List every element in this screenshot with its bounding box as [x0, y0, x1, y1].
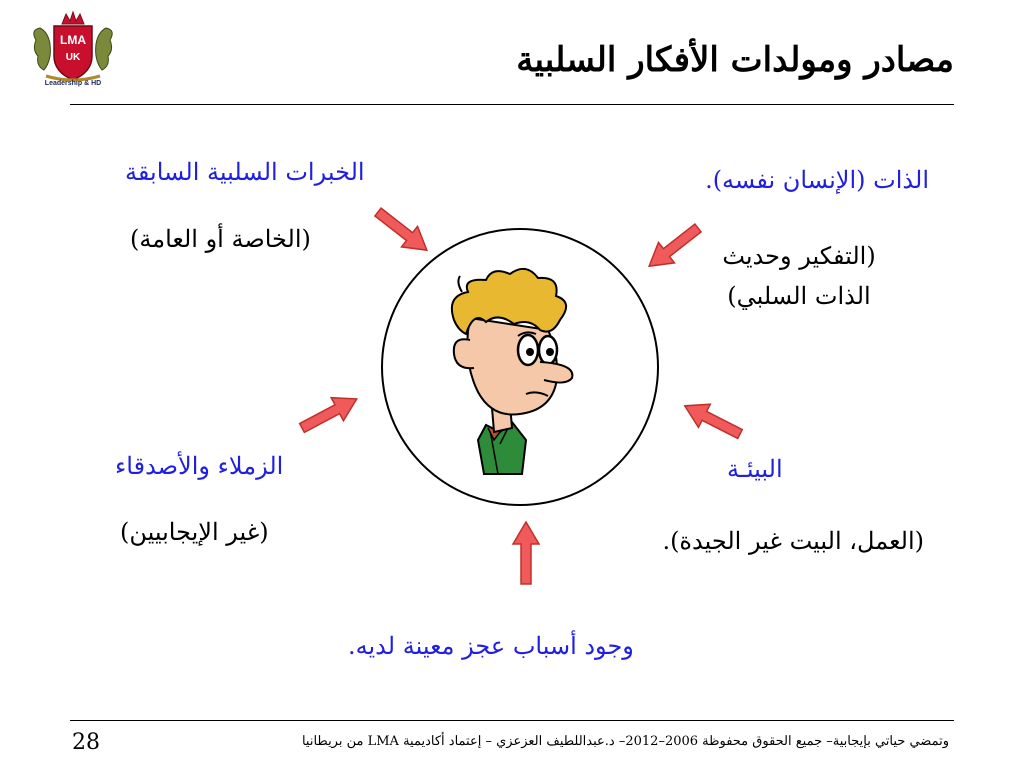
- arrow-from-environment: [679, 394, 746, 445]
- arrow-from-past: [370, 202, 435, 261]
- arrow-from-self: [641, 218, 706, 277]
- arrow-from-disability: [513, 522, 539, 584]
- source-environment-desc: (العمل، البيت غير الجيدة).: [662, 527, 924, 555]
- source-past-desc: (الخاصة أو العامة): [130, 225, 311, 253]
- arrow-from-colleagues: [296, 387, 363, 439]
- logo-text-bottom: UK: [65, 52, 81, 63]
- source-self-title: الذات (الإنسان نفسه).: [705, 166, 929, 194]
- source-disability-title: وجود أسباب عجز معينة لديه.: [348, 632, 634, 660]
- logo-text-top: LMA: [60, 33, 86, 47]
- source-self-desc: (التفكير وحديث الذات السلبي): [722, 242, 876, 310]
- page-title: مصادر ومولدات الأفكار السلبية: [516, 40, 954, 80]
- source-colleagues-title: الزملاء والأصدقاء: [115, 452, 284, 480]
- footer-text: وتمضي حياتي بإيجابية– جميع الحقوق محفوظة 2006–2012– د.عبداللطيف العزعزي – إعتماد أكاديمية LMA من بريطانيا: [301, 734, 949, 749]
- source-past-title: الخبرات السلبية السابقة: [125, 158, 365, 186]
- source-colleagues-desc: (غير الإيجابيين): [120, 518, 269, 546]
- footer-divider: [70, 720, 954, 721]
- source-environment-title: البيئـة: [727, 455, 783, 483]
- logo-caption: Leadership & HD: [44, 80, 102, 87]
- page-number: 28: [72, 730, 100, 755]
